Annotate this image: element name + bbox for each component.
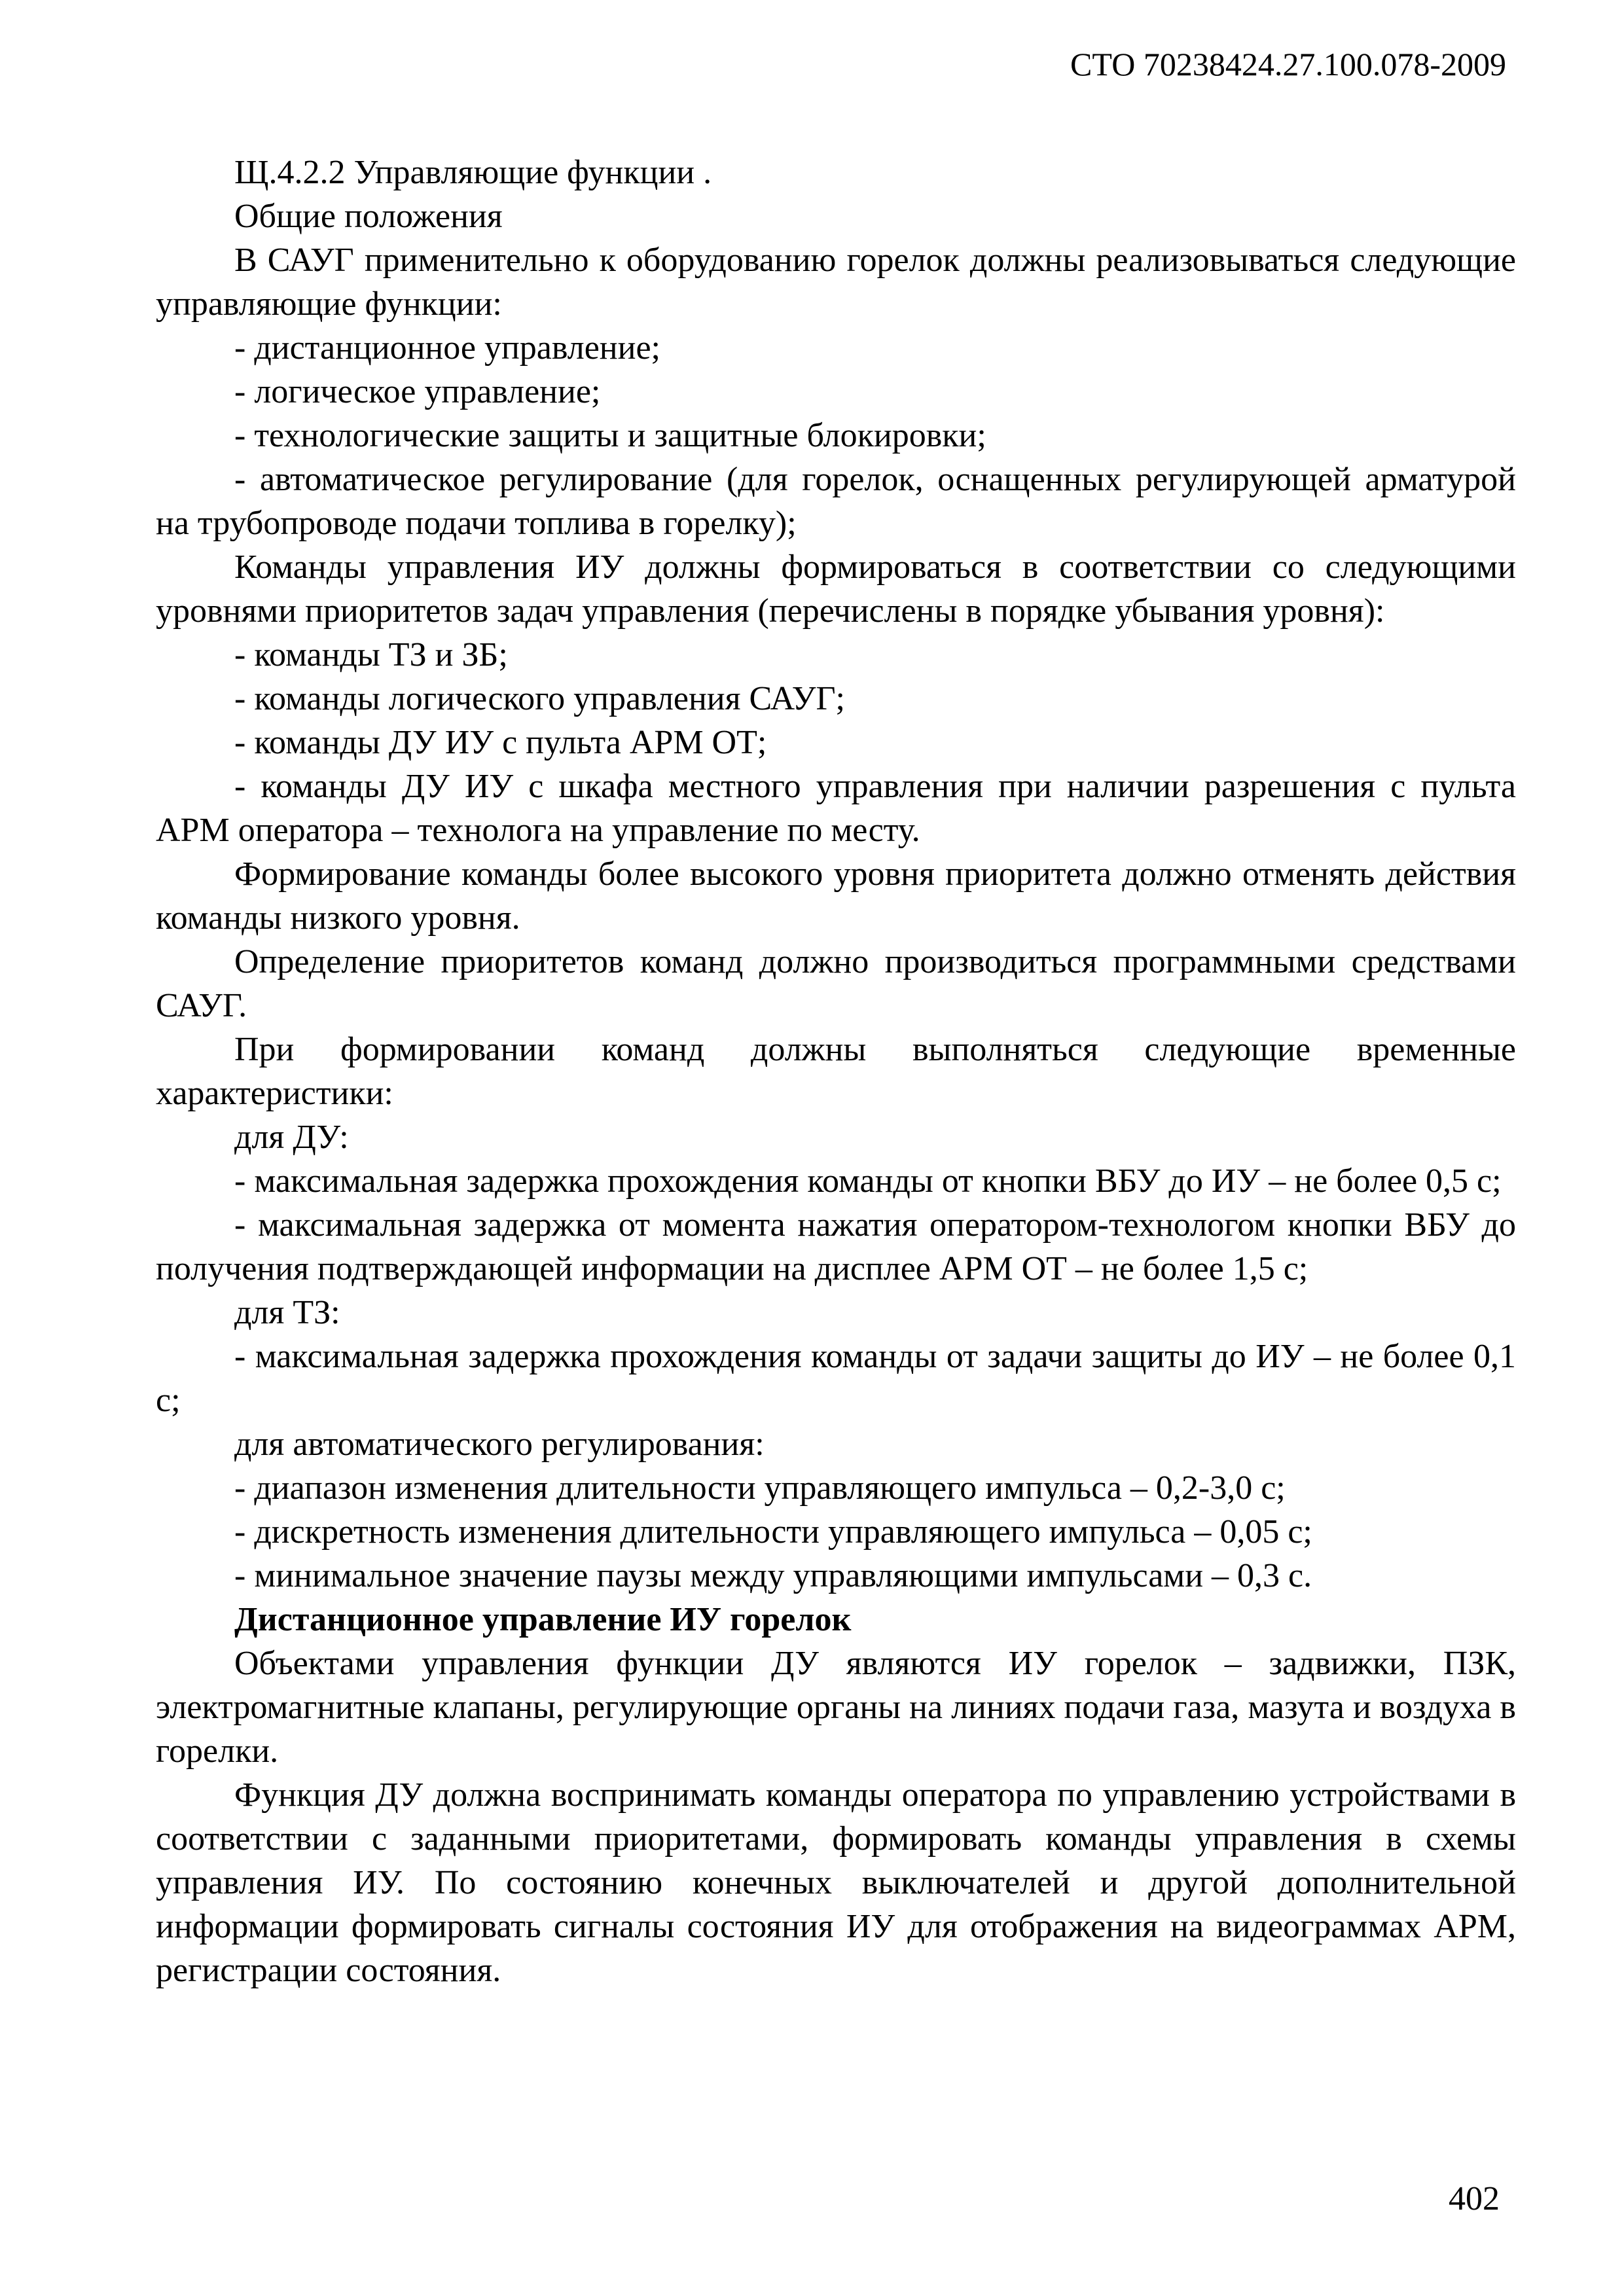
list-item: - команды ТЗ и ЗБ; [234, 636, 508, 673]
subheading: для автоматического регулирования: [234, 1426, 765, 1463]
list-item: - максимальная задержка прохождения команды от задачи защиты до ИУ – не более 0,1 с; [156, 1338, 1516, 1419]
list-item: - максимальная задержка прохождения команды от кнопки ВБУ до ИУ – не более 0,5 с; [234, 1162, 1502, 1200]
list-item: - максимальная задержка от момента нажатия оператором-технологом кнопки ВБУ до получения подтверждающей информации на дисплее АРМ ОТ – не более 1,5 с; [156, 1206, 1516, 1287]
list-item: - логическое управление; [234, 373, 601, 410]
paragraph: Функция ДУ должна воспринимать команды оператора по управлению устройствами в соответствии с заданными приоритетами, формировать команды управления в схемы управления ИУ. По состоянию конечных выключателей и другой дополнительной информации формировать сигналы состояния ИУ для отображения на видеограммах АРМ, регистрации состояния. [156, 1776, 1516, 1989]
list-item: - диапазон изменения длительности управляющего импульса – 0,2-3,0 с; [234, 1469, 1286, 1507]
list-item: - технологические защиты и защитные блокировки; [234, 417, 986, 454]
page-number: 402 [1449, 2180, 1500, 2217]
section-heading: Щ.4.2.2 Управляющие функции . [234, 154, 712, 191]
paragraph: При формировании команд должны выполняться следующие временные характеристики: [156, 1031, 1516, 1112]
list-item: - команды ДУ ИУ с пульта АРМ ОТ; [234, 724, 767, 761]
paragraph: В САУГ применительно к оборудованию горелок должны реализовываться следующие управляющие функции: [156, 242, 1516, 323]
list-item: - минимальное значение паузы между управляющими импульсами – 0,3 с. [234, 1557, 1312, 1594]
document-code-header: СТО 70238424.27.100.078-2009 [1070, 46, 1506, 82]
paragraph: Объектами управления функции ДУ являются ИУ горелок – задвижки, ПЗК, электромагнитные клапаны, регулирующие органы на линиях подачи газа, мазута и воздуха в горелки. [156, 1645, 1516, 1770]
paragraph: Формирование команды более высокого уровня приоритета должно отменять действия команды низкого уровня. [156, 855, 1516, 937]
bold-section-heading: Дистанционное управление ИУ горелок [234, 1601, 852, 1638]
subsection-title: Общие положения [234, 198, 503, 235]
list-item: - дистанционное управление; [234, 329, 660, 367]
list-item: - команды ДУ ИУ с шкафа местного управления при наличии разрешения с пульта АРМ оператора – технолога на управление по месту. [156, 768, 1516, 849]
subheading: для ДУ: [234, 1119, 349, 1156]
paragraph: Команды управления ИУ должны формироваться в соответствии со следующими уровнями приоритетов задач управления (перечислены в порядке убывания уровня): [156, 548, 1516, 630]
list-item: - команды логического управления САУГ; [234, 680, 845, 717]
subheading: для ТЗ: [234, 1294, 340, 1331]
page-body [156, 151, 1516, 1992]
list-item: - автоматическое регулирование (для горелок, оснащенных регулирующей арматурой на трубопроводе подачи топлива в горелку); [156, 461, 1516, 542]
paragraph: Определение приоритетов команд должно производиться программными средствами САУГ. [156, 943, 1516, 1024]
list-item: - дискретность изменения длительности управляющего импульса – 0,05 с; [234, 1513, 1312, 1551]
